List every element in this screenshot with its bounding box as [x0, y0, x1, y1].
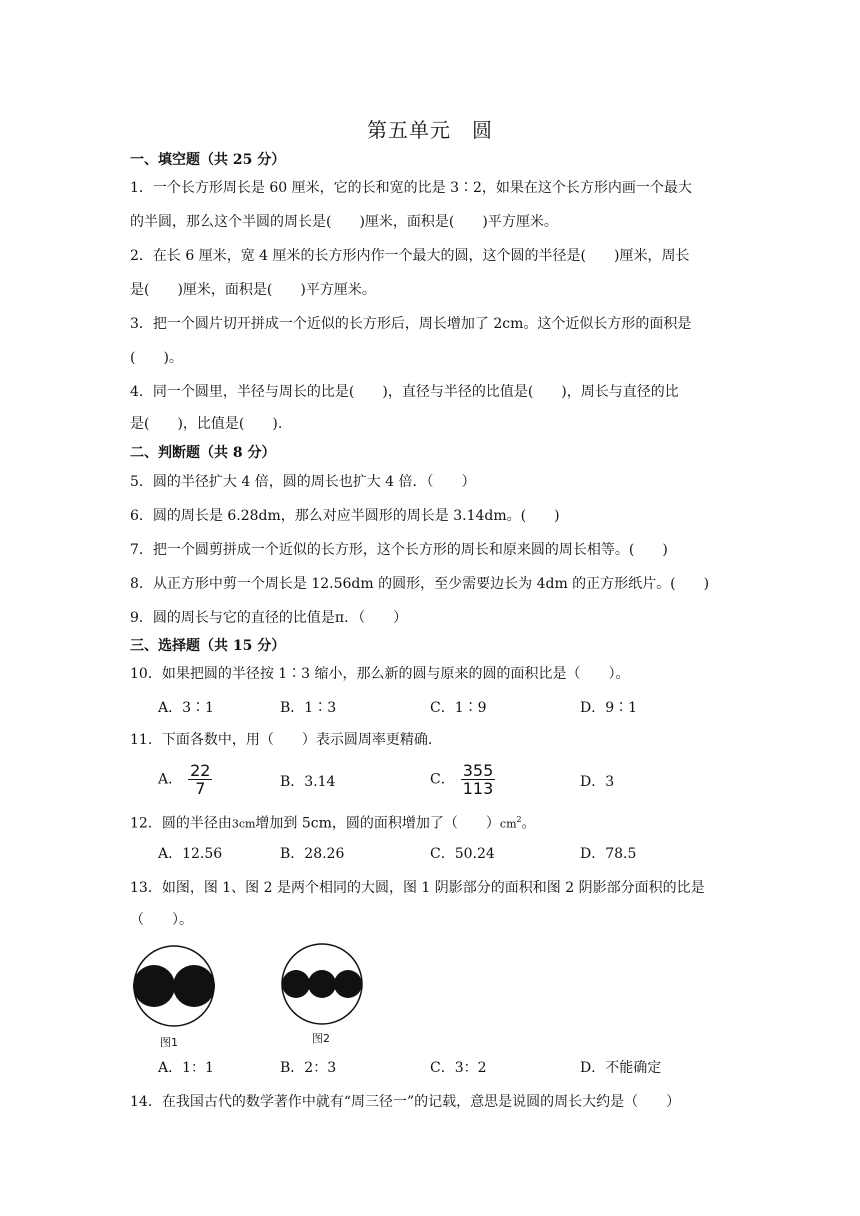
section-true-false: 二、判断题（共 8 分）	[130, 445, 276, 461]
question-13-option-c: C．3：2	[430, 1060, 487, 1076]
q12-unit: cm	[499, 817, 517, 831]
q12-end: 。	[521, 815, 536, 832]
question-9: 9．圆的周长与它的直径的比值是π．（ ）	[130, 610, 408, 626]
question-3-line-2: ( )。	[130, 350, 183, 366]
question-3-line-1: 3．把一个圆片切开拼成一个近似的长方形后，周长增加了 2cm。这个近似长方形的面积是	[130, 316, 692, 332]
figure-1-circles	[130, 944, 220, 1032]
fraction-22-7	[188, 762, 212, 797]
question-10-option-d: D．9∶1	[580, 700, 638, 716]
question-2-line-2: 是( )厘米，面积是( )平方厘米。	[130, 282, 376, 298]
option-a-prefix: A．	[158, 771, 183, 788]
figure-1-right-shaded-circle	[173, 965, 215, 1007]
fraction-denominator: 7	[195, 779, 206, 798]
question-6: 6．圆的周长是 6.28dm，那么对应半圆形的周长是 3.14dm。( )	[130, 508, 560, 524]
option-c-prefix: C．	[430, 771, 455, 788]
question-11-option-d: D．3	[580, 774, 615, 790]
figure-1-label: 图1	[160, 1036, 178, 1049]
question-12-option-b: B．28.26	[280, 846, 345, 862]
question-11-stem: 11．下面各数中，用（ ）表示圆周率更精确.	[130, 732, 433, 748]
figure-2-left-shaded-circle	[282, 970, 310, 998]
question-13-line-2: （ ）。	[130, 912, 193, 928]
question-4-line-1: 4．同一个圆里，半径与周长的比是( )，直径与半径的比值是( )，周长与直径的比	[130, 384, 679, 400]
question-10-option-a: A．3∶1	[158, 700, 214, 716]
question-13-option-a: A．1：1	[158, 1060, 214, 1076]
q12-part-c: 增加到 5cm，圆的面积增加了（ ）	[255, 815, 500, 832]
question-12-option-a: A．12.56	[158, 846, 223, 862]
question-14-stem: 14．在我国古代的数学著作中就有“周三径一”的记载，意思是说圆的周长大约是（ ）	[130, 1094, 681, 1110]
question-13-option-b: B．2：3	[280, 1060, 337, 1076]
question-12-option-c: C．50.24	[430, 846, 495, 862]
question-13-line-1: 13．如图，图 1、图 2 是两个相同的大圆，图 1 阴影部分的面积和图 2 阴影部分面积的比是	[130, 880, 705, 896]
question-11-option-b: B．3.14	[280, 774, 336, 790]
figure-2-middle-shaded-circle	[308, 970, 336, 998]
question-10-option-b: B．1∶3	[280, 700, 337, 716]
page-title: 第五单元 圆	[367, 118, 493, 142]
fraction-numerator: 22	[190, 761, 211, 780]
fraction-355-113	[461, 762, 496, 797]
question-13-option-d: D．不能确定	[580, 1060, 662, 1076]
question-1-line-2: 的半圆，那么这个半圆的周长是( )厘米，面积是( )平方厘米。	[130, 214, 558, 230]
fraction-denominator: 113	[462, 779, 494, 798]
question-8: 8．从正方形中剪一个周长是 12.56dm 的圆形，至少需要边长为 4dm 的正方形纸片。( )	[130, 576, 710, 592]
section-multiple-choice: 三、选择题（共 15 分）	[130, 638, 286, 654]
question-11-option-c	[430, 762, 495, 797]
question-11-option-a	[158, 762, 212, 797]
q12-part-a: 12．圆的半径由	[130, 815, 232, 832]
question-2-line-1: 2．在长 6 厘米，宽 4 厘米的长方形内作一个最大的圆，这个圆的半径是( )厘米，周长	[130, 248, 690, 264]
question-10-stem: 10．如果把圆的半径按 1∶3 缩小，那么新的圆与原来的圆的面积比是（ ）。	[130, 666, 630, 682]
question-5: 5．圆的半径扩大 4 倍，圆的周长也扩大 4 倍．（ ）	[130, 474, 476, 490]
question-12-stem	[130, 810, 536, 835]
question-10-option-c: C．1∶9	[430, 700, 487, 716]
fraction-numerator: 355	[462, 761, 494, 780]
figure-2-circles	[278, 942, 368, 1030]
figure-2-label: 图2	[312, 1032, 330, 1045]
question-1-line-1: 1．一个长方形周长是 60 厘米，它的长和宽的比是 3∶2，如果在这个长方形内画一个最大	[130, 180, 692, 196]
q12-unit-exponent: 2	[516, 815, 522, 824]
figure-2-right-shaded-circle	[334, 970, 362, 998]
question-7: 7．把一个圆剪拼成一个近似的长方形，这个长方形的周长和原来圆的周长相等。( )	[130, 542, 668, 558]
question-12-option-d: D．78.5	[580, 846, 637, 862]
figure-1-left-shaded-circle	[133, 965, 175, 1007]
section-fill-blank: 一、填空题（共 25 分）	[130, 152, 286, 168]
q12-part-b: 3cm	[231, 817, 256, 831]
question-4-line-2: 是( )，比值是( ).	[130, 416, 283, 432]
